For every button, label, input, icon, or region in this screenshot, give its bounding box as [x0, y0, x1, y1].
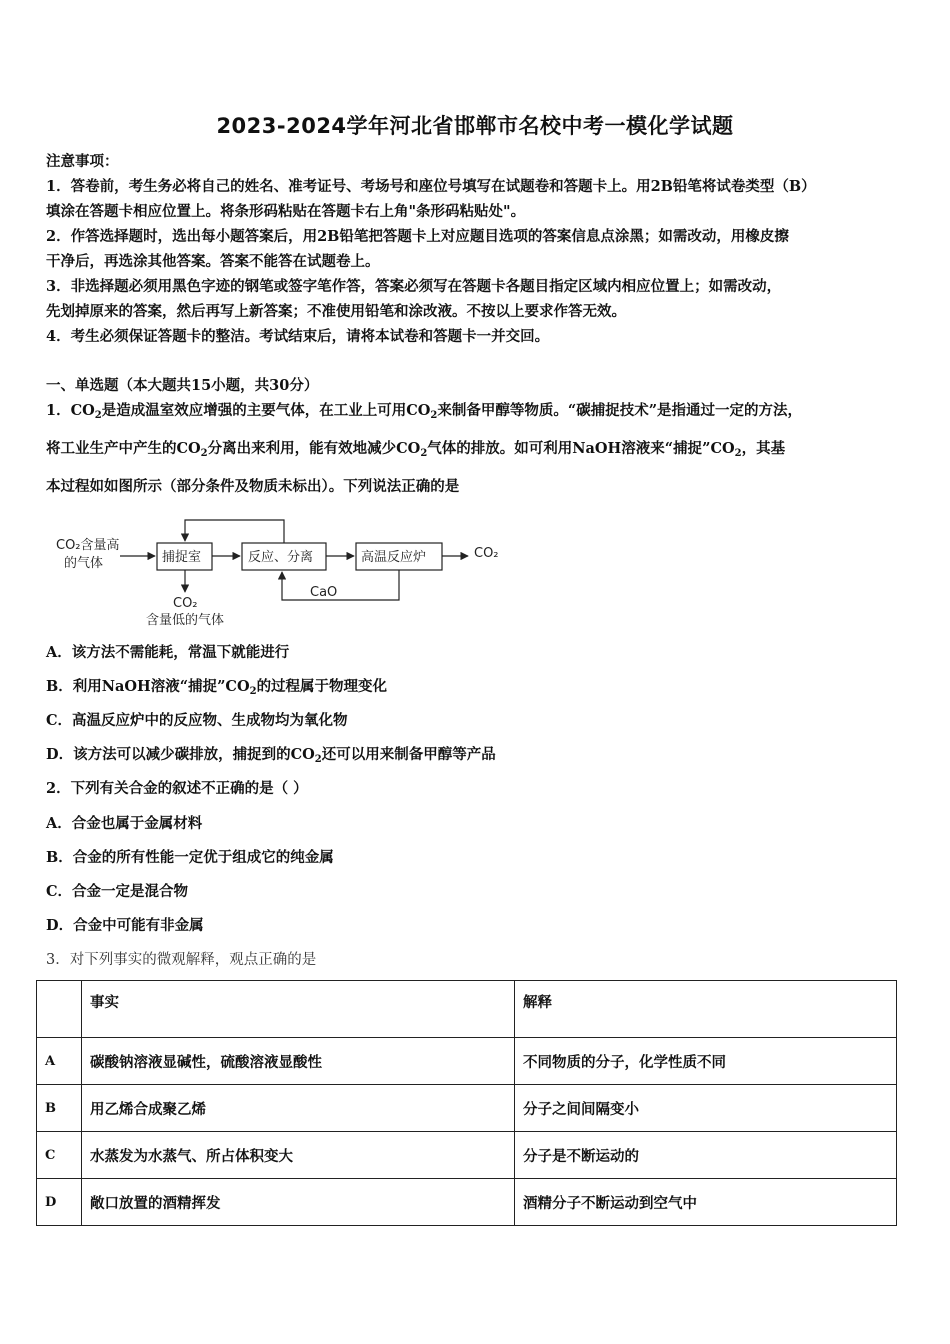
explain-cell: 分子之间间隔变小	[515, 1085, 897, 1132]
furnace-label: 高温反应炉	[361, 550, 427, 565]
cao-label: CaO	[310, 585, 338, 600]
q2-option-b: B．合金的所有性能一定优于组成它的纯金属	[46, 849, 334, 866]
row-label: B	[37, 1085, 82, 1132]
notice-heading: 注意事项：	[46, 153, 119, 170]
q2-stem: 2．下列有关合金的叙述不正确的是（ ）	[46, 780, 308, 797]
reaction-separation-label: 反应、分离	[248, 550, 314, 565]
recycle-arrow-top	[185, 520, 284, 543]
table-header-cell: 事实	[82, 981, 515, 1038]
table-row	[37, 1085, 897, 1132]
q1-option-a: A．该方法不需能耗，常温下就能进行	[46, 644, 290, 661]
output-co2-label: CO₂	[474, 546, 499, 561]
q1-stem-line: 将工业生产中产生的$CO_2$分离出来利用，能有效地减少$CO_2$气体的排放。如可利用NaOH溶液来“捕捉$”CO_2$，其基	[46, 440, 786, 459]
low-co2-gas-label: CO₂	[173, 596, 198, 611]
table-row	[37, 1179, 897, 1226]
q1-option-d: D．该方法可以减少碳排放，捕捉到的$CO_2$还可以用来制备甲醇等产品	[46, 746, 496, 765]
explain-cell: 分子是不断运动的	[515, 1132, 897, 1179]
facts-table	[36, 980, 897, 1226]
recycle-arrow-bottom	[282, 570, 399, 600]
notice-line: 干净后，再选涂其他答案。答案不能答在试题卷上。	[46, 253, 380, 270]
table-header-row	[37, 981, 897, 1038]
q2-option-a: A．合金也属于金属材料	[46, 815, 203, 832]
q1-stem-line: 1．$CO_2$是造成温室效应增强的主要气体，在工业上可用$CO_2$来制备甲醇等物质。“碳捕捉技术”是指通过一定的方法，	[46, 402, 803, 421]
capture-chamber-label: 捕捉室	[162, 550, 202, 565]
q2-option-d: D．合金中可能有非金属	[46, 917, 204, 934]
notice-line: 2．作答选择题时，选出每小题答案后，用2B铅笔把答题卡上对应题目选项的答案信息点涂黑；如需改动，用橡皮擦	[46, 228, 789, 245]
table-row	[37, 1132, 897, 1179]
table-cell	[37, 981, 82, 1038]
fact-cell: 水蒸发为水蒸气、所占体积变大	[82, 1132, 515, 1179]
notice-line: 填涂在答题卡相应位置上。将条形码粘贴在答题卡右上角"条形码粘贴处"。	[46, 203, 526, 220]
table-row	[37, 1038, 897, 1085]
explain-cell: 酒精分子不断运动到空气中	[515, 1179, 897, 1226]
q1-stem-line: 本过程如如图所示（部分条件及物质未标出）。下列说法正确的是	[46, 478, 460, 495]
notice-line: 先划掉原来的答案，然后再写上新答案；不准使用铅笔和涂改液。不按以上要求作答无效。	[46, 303, 626, 320]
q1-option-c: C．高温反应炉中的反应物、生成物均为氧化物	[46, 712, 348, 729]
row-label: A	[37, 1038, 82, 1085]
fact-cell: 碳酸钠溶液显碱性，硫酸溶液显酸性	[82, 1038, 515, 1085]
fact-cell: 用乙烯合成聚乙烯	[82, 1085, 515, 1132]
q1-option-b: B．利用NaOH溶液“捕捉$”CO_2$的过程属于物理变化	[46, 678, 388, 697]
input-gas-label: 的气体	[64, 556, 104, 571]
process-flow-diagram	[52, 512, 522, 637]
section-heading: 一、单选题（本大题共15小题，共30分）	[46, 377, 319, 394]
table-header-cell: 解释	[515, 981, 897, 1038]
row-label: D	[37, 1179, 82, 1226]
q2-option-c: C．合金一定是混合物	[46, 883, 189, 900]
page-title: 2023-2024学年河北省邯郸市名校中考一模化学试题	[216, 114, 734, 138]
notice-line: 3．非选择题必须用黑色字迹的钢笔或签字笔作答，答案必须写在答题卡各题目指定区域内相应位置上；如需改动，	[46, 278, 782, 295]
notice-line: 1．答卷前，考生务必将自己的姓名、准考证号、考场号和座位号填写在试题卷和答题卡上。用2B铅笔将试卷类型（B）	[46, 178, 816, 195]
low-co2-gas-label: 含量低的气体	[146, 613, 225, 628]
row-label: C	[37, 1132, 82, 1179]
explain-cell: 不同物质的分子，化学性质不同	[515, 1038, 897, 1085]
fact-cell: 敞口放置的酒精挥发	[82, 1179, 515, 1226]
q3-stem: 3．对下列事实的微观解释，观点正确的是	[46, 952, 317, 968]
input-gas-label: CO₂含量高	[56, 538, 120, 553]
notice-line: 4．考生必须保证答题卡的整洁。考试结束后，请将本试卷和答题卡一并交回。	[46, 328, 550, 345]
